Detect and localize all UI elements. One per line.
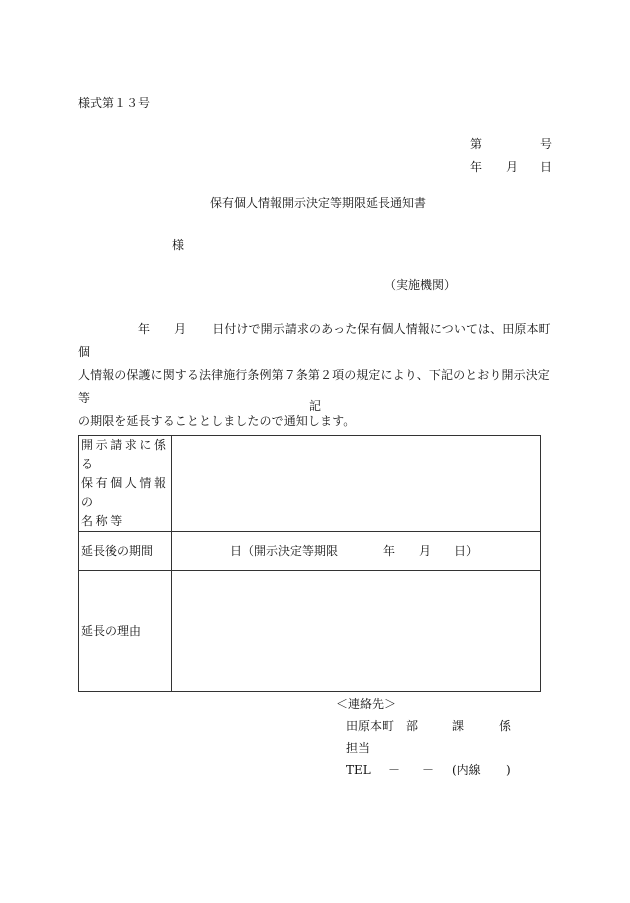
contact-tel-dash-1: －	[388, 763, 401, 777]
contact-naisen-open: (内線	[452, 763, 481, 777]
table-row-name	[79, 436, 541, 532]
name-label-line-2: 保有個人情報の	[81, 476, 169, 509]
contact-naisen-close: )	[506, 763, 511, 777]
name-label-line-1: 開示請求に係る	[81, 438, 169, 471]
name-label-line-3: 名称等	[81, 514, 125, 528]
body-line1-rest: 日付けで開示請求のあった保有個人情報については、田原本町個	[78, 322, 551, 359]
contact-department-row	[346, 719, 546, 741]
period-year: 年	[383, 544, 396, 558]
table-row-period	[79, 532, 541, 571]
addressee-suffix: 様	[172, 238, 185, 252]
form-number: 様式第１３号	[78, 96, 151, 110]
body-year: 年	[138, 322, 151, 336]
period-month: 月	[419, 544, 432, 558]
implementing-agency: （実施機関）	[384, 278, 457, 292]
doc-number-go: 号	[540, 137, 553, 151]
contact-bu: 部	[406, 719, 419, 733]
date-year: 年	[470, 160, 483, 174]
contact-tel-label: TEL	[346, 763, 371, 777]
body-line-1	[78, 318, 553, 364]
period-day-close: 日）	[454, 544, 479, 558]
date-row	[470, 160, 552, 183]
contact-block	[346, 719, 546, 785]
reason-value-cell	[172, 571, 541, 692]
contact-kakari: 係	[499, 719, 512, 733]
contact-tanto: 担当	[346, 741, 371, 755]
contact-tel-row	[346, 763, 546, 785]
period-day: 日（開示決定等期限	[230, 544, 339, 558]
body-line-3: の期限を延長することとしましたので通知します。	[78, 414, 356, 428]
document-number-row	[470, 137, 552, 160]
notice-body	[78, 318, 553, 433]
name-label	[79, 436, 172, 532]
period-value-cell	[172, 532, 541, 571]
document-title: 保有個人情報開示決定等期限延長通知書	[210, 196, 427, 210]
contact-heading: ＜連絡先＞	[336, 697, 397, 711]
reason-label: 延長の理由	[79, 571, 172, 692]
contact-tel-dash-2: －	[422, 763, 435, 777]
contact-ka: 課	[452, 719, 465, 733]
body-month: 月	[174, 322, 187, 336]
name-value-cell	[172, 436, 541, 532]
body-line-2: 人情報の保護に関する法律施行条例第７条第２項の規定により、下記のとおり開示決定等	[78, 368, 550, 405]
doc-number-dai: 第	[470, 137, 483, 151]
date-day: 日	[540, 160, 553, 174]
details-table	[78, 435, 541, 692]
ki-heading: 記	[309, 399, 322, 413]
document-number-block	[470, 137, 552, 183]
period-label: 延長後の期間	[79, 532, 172, 571]
contact-person-row	[346, 741, 546, 763]
table-row-reason	[79, 571, 541, 692]
contact-town: 田原本町	[346, 719, 395, 733]
date-month: 月	[506, 160, 519, 174]
